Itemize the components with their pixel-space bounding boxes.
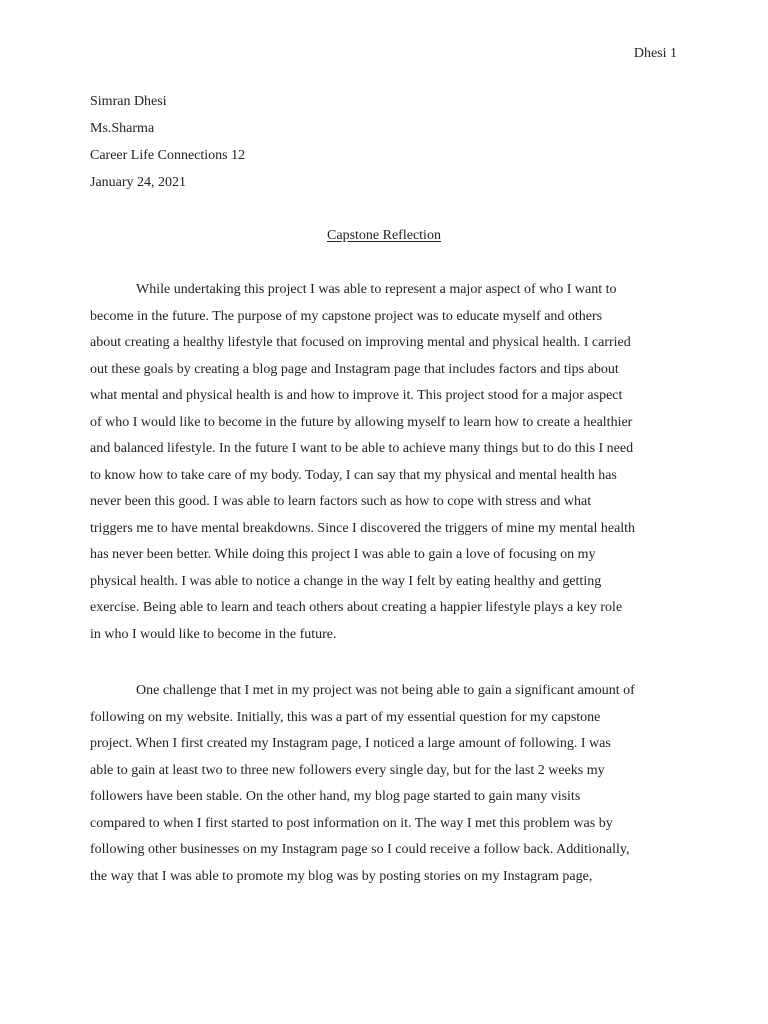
paragraph-line: exercise. Being able to learn and teach others about creating a happier lifestyle plays a key role [90,600,623,615]
mla-heading [90,92,245,200]
course-name: Career Life Connections 12 [90,148,246,163]
paragraph-line: the way that I was able to promote my blog was by posting stories on my Instagram page, [90,868,593,884]
student-name: Simran Dhesi [90,94,167,109]
document-title-wrapper [0,226,768,246]
paragraph-line: about creating a healthy lifestyle that focused on improving mental and physical health. I carried [90,335,631,350]
paragraph-line: has never been better. While doing this project I was able to gain a love of focusing on my [90,547,596,562]
paragraph-line: become in the future. The purpose of my capstone project was to educate myself and others [90,308,603,324]
paragraph-line: One challenge that I met in my project was not being able to gain a significant amount of [136,683,635,698]
paragraph-line: following on my website. Initially, this was a part of my essential question for my capstone [90,709,601,725]
paragraph-line: of who I would like to become in the future by allowing myself to learn how to create a healthier [90,414,633,430]
running-head: Dhesi 1 [633,46,677,61]
paragraph-line: to know how to take care of my body. Today, I can say that my physical and mental health has [90,467,617,483]
paragraph-line: never been this good. I was able to learn factors such as how to cope with stress and what [90,494,592,509]
paragraph-line: out these goals by creating a blog page and Instagram page that includes factors and tips about [90,361,619,377]
paragraph-line: project. When I first created my Instagram page, I noticed a large amount of following. I was [90,736,611,751]
paragraph-line: followers have been stable. On the other hand, my blog page started to gain many visits [90,789,581,804]
paragraph-line: While undertaking this project I was able to represent a major aspect of who I want to [136,282,617,297]
paragraph-line: and balanced lifestyle. In the future I want to be able to achieve many things but to do this I need [90,441,634,456]
paragraph-line: what mental and physical health is and how to improve it. This project stood for a major aspect [90,388,623,403]
paragraph-line: following other businesses on my Instagram page so I could receive a follow back. Additionally, [90,842,630,857]
paragraph-line: compared to when I first started to post information on it. The way I met this problem was by [90,815,613,831]
document-title: Capstone Reflection [327,228,441,243]
paragraph-line: triggers me to have mental breakdowns. Since I discovered the triggers of mine my mental health [90,520,636,536]
paragraph-line: able to gain at least two to three new followers every single day, but for the last 2 weeks my [90,762,605,778]
paragraph-1 [90,280,676,651]
paragraph-line: in who I would like to become in the future. [90,626,337,642]
paragraph-line: physical health. I was able to notice a change in the way I felt by eating healthy and getting [90,573,602,589]
paragraph-2 [90,681,676,893]
teacher-name: Ms.Sharma [90,121,155,136]
document-date: January 24, 2021 [90,175,187,190]
